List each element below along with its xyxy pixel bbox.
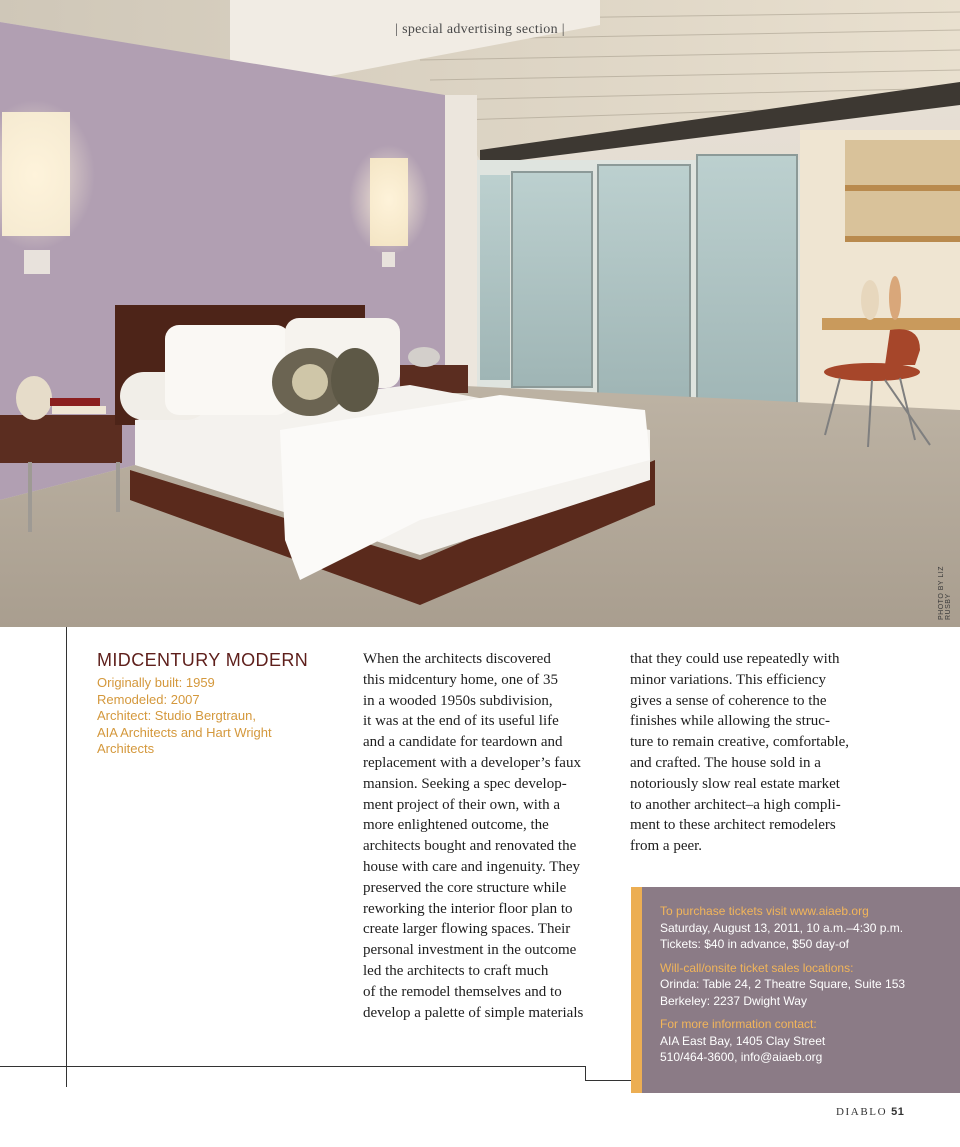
- article-line: reworking the interior floor plan to: [363, 900, 573, 917]
- article-line: more enlightened outcome, the: [363, 817, 549, 834]
- article-line: that they could use repeatedly with: [630, 651, 840, 667]
- bottom-rule-step: [585, 1066, 586, 1080]
- article-column-2: [630, 649, 880, 857]
- ticket-accent-bar: [631, 887, 642, 1093]
- article-line: gives a sense of coherence to the: [630, 692, 827, 709]
- article-line: create larger flowing spaces. Their: [363, 921, 571, 938]
- willcall-heading: Will-call/onsite ticket sales locations:: [660, 960, 854, 975]
- article-line: ture to remain creative, comfortable,: [630, 734, 850, 751]
- contact-details: 510/464-3600, info@aiaeb.org: [660, 1050, 823, 1064]
- orinda-location: Orinda: Table 24, 2 Theatre Square, Suite 153: [660, 977, 906, 991]
- ticket-prices: Tickets: $40 in advance, $50 day-of: [660, 937, 849, 951]
- page-folio: [836, 1106, 904, 1118]
- house-title: MIDCENTURY MODERN: [97, 650, 309, 670]
- photo-credit: PHOTO BY LIZ RUSBY: [938, 566, 952, 620]
- article-line: preserved the core structure while: [363, 879, 567, 896]
- vertical-rule: [66, 627, 67, 1087]
- article-line: notoriously slow real estate market: [630, 775, 840, 792]
- article-line: led the architects to craft much: [363, 962, 549, 979]
- article-line: to another architect–a high compli-: [630, 796, 841, 813]
- article-line: personal investment in the outcome: [363, 942, 577, 959]
- article-line: it was at the end of its useful life: [363, 713, 559, 730]
- house-detail-line: Architect: Studio Bergtraun,: [97, 708, 256, 723]
- berkeley-location: Berkeley: 2237 Dwight Way: [660, 993, 807, 1008]
- article-line: of the remodel themselves and to: [363, 983, 562, 1000]
- info-heading: For more information contact:: [660, 1017, 817, 1031]
- article-line: house with care and ingenuity. They: [363, 858, 581, 875]
- article-line: ment project of their own, with a: [363, 796, 561, 813]
- article-line: finishes while allowing the struc-: [630, 713, 830, 730]
- article-line: minor variations. This efficiency: [630, 671, 827, 688]
- article-line: ment to these architect remodelers: [630, 817, 836, 834]
- article-line: When the architects discovered: [363, 651, 551, 667]
- ticket-info-content: [660, 903, 956, 1066]
- purchase-heading: To purchase tickets visit www.aiaeb.org: [660, 904, 869, 918]
- page-number: 51: [891, 1106, 905, 1118]
- article-line: from a peer.: [630, 838, 703, 855]
- ticket-info-box: [631, 887, 960, 1093]
- article-line: in a wooded 1950s subdivision,: [363, 692, 553, 709]
- article-line: replacement with a developer’s faux: [363, 754, 581, 771]
- article-line: develop a palette of simple materials: [363, 1004, 584, 1021]
- event-date: Saturday, August 13, 2011, 10 a.m.–4:30 p.m.: [660, 920, 904, 935]
- article-line: mansion. Seeking a spec develop-: [363, 775, 567, 792]
- house-detail-line: Architects: [97, 741, 155, 756]
- house-details: [97, 675, 337, 758]
- article-line: this midcentury home, one of 35: [363, 671, 558, 688]
- article-line: and a candidate for teardown and: [363, 734, 563, 751]
- article-column-1: [363, 649, 613, 1023]
- bottom-rule-left: [0, 1066, 586, 1067]
- house-detail-line: AIA Architects and Hart Wright: [97, 724, 272, 740]
- magazine-name: DIABLO: [836, 1106, 888, 1118]
- advertising-section-label: | special advertising section |: [395, 22, 565, 37]
- article-line: and crafted. The house sold in a: [630, 754, 821, 771]
- contact-address: AIA East Bay, 1405 Clay Street: [660, 1033, 826, 1048]
- article-line: architects bought and renovated the: [363, 838, 577, 855]
- house-info-sidebar: [97, 650, 337, 758]
- house-detail-line: Remodeled: 2007: [97, 691, 200, 707]
- house-detail-line: Originally built: 1959: [97, 675, 215, 690]
